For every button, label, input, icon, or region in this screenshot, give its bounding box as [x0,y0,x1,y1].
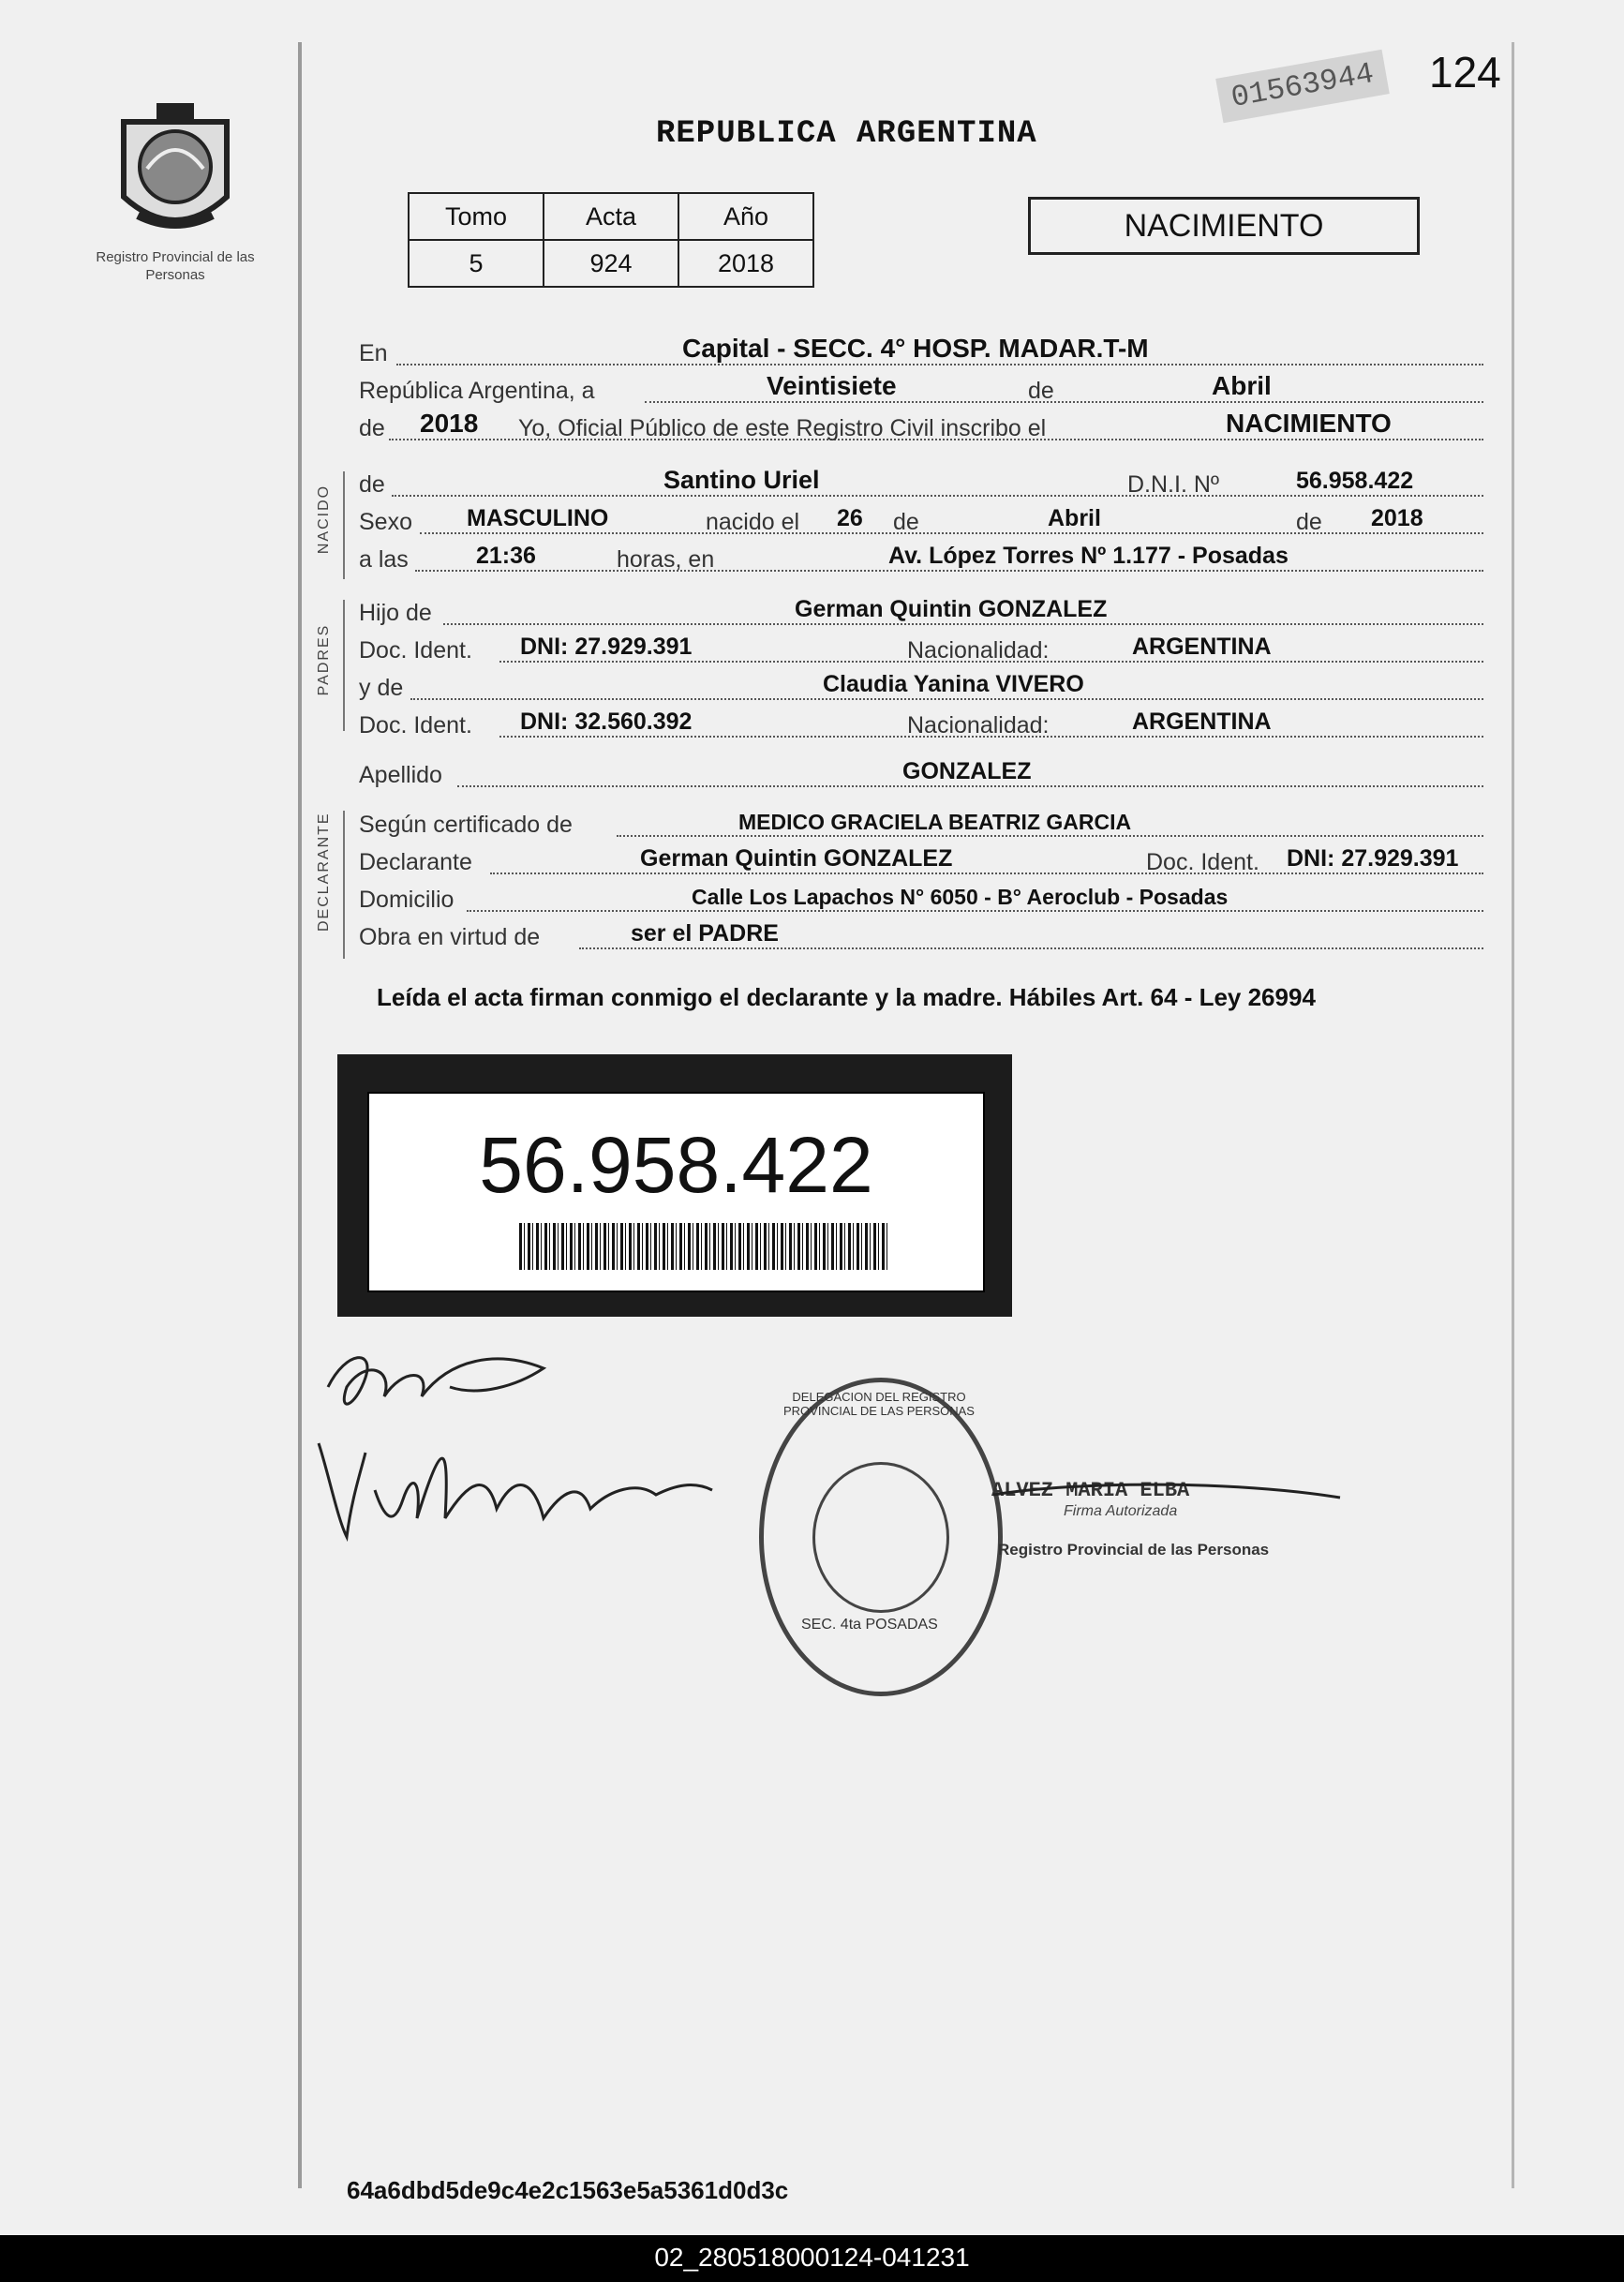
row-date [359,371,1483,407]
row-mother [359,672,1483,704]
country-title: REPUBLICA ARGENTINA [656,116,1037,152]
sexo-label: Sexo [359,509,412,535]
child-de-label: de [359,471,385,498]
birth-month: Abril [1048,505,1101,531]
row-birth-time-place [359,544,1483,575]
y-de-label: y de [359,675,404,701]
signature-graphic [309,1331,740,1574]
father-doc: DNI: 27.929.391 [520,634,693,660]
mother-doc: DNI: 32.560.392 [520,708,693,735]
en-label: En [359,340,388,366]
birth-year-de-label: de [1296,509,1322,535]
registration-month: Abril [1212,371,1272,400]
acta-value: 924 [544,240,678,287]
segun-label: Según certificado de [359,812,573,838]
mother-nationality-label: Nacionalidad: [907,712,1050,738]
declarante-name: German Quintin GONZALEZ [640,845,953,872]
a-las-label: a las [359,546,409,573]
official-stamp [759,1378,1003,1696]
birth-de-label: de [893,509,919,535]
reference-table [408,192,814,288]
declarante-label: Declarante [359,849,472,875]
row-domicilio [359,884,1483,916]
birth-time: 21:36 [476,543,536,569]
provincial-seal-icon [105,94,246,244]
hijo-de-label: Hijo de [359,600,432,626]
de-label: de [1028,378,1054,404]
padres-section-line [343,600,345,731]
row-apellido [359,759,1483,791]
horas-label: horas, en [617,546,715,573]
father-nationality: ARGENTINA [1132,634,1272,660]
registration-year: 2018 [420,409,479,438]
father-doc-label: Doc. Ident. [359,637,472,664]
nacido-section-line [343,471,345,579]
birth-year: 2018 [1371,505,1423,531]
child-dni-label: D.N.I. Nº [1127,471,1220,498]
registration-day: Veintisiete [767,371,897,400]
nacido-el-label: nacido el [706,509,800,535]
authority-registry: Registro Provincial de las Personas [998,1541,1270,1559]
right-margin-rule [1512,42,1514,2188]
barcode-icon [519,1223,889,1270]
reference-header-row [409,193,813,240]
row-father [359,597,1483,629]
legal-note: Leída el acta firman conmigo el declarante y la madre. Hábiles Art. 64 - Ley 26994 [377,983,1316,1011]
row-sex-birthdate [359,506,1483,538]
declarante-doc: DNI: 27.929.391 [1287,845,1459,872]
mother-nationality: ARGENTINA [1132,708,1272,735]
dni-label-number: 56.958.422 [479,1121,873,1209]
declarante-section-line [343,811,345,959]
father-name: German Quintin GONZALEZ [795,596,1108,622]
birth-place: Av. López Torres Nº 1.177 - Posadas [888,543,1289,569]
child-name: Santino Uriel [663,466,820,494]
row-place [359,334,1483,369]
left-margin-rule [298,42,302,2188]
dni-label-sticker [337,1054,1012,1317]
domicilio-value: Calle Los Lapachos N° 6050 - B° Aeroclub - Posadas [692,885,1229,909]
obra-label: Obra en virtud de [359,924,541,950]
declarante-doc-label: Doc. Ident. [1146,849,1259,875]
padres-section-label: PADRES [316,623,332,696]
mother-doc-label: Doc. Ident. [359,712,472,738]
registration-place: Capital - SECC. 4° HOSP. MADAR.T-M [682,334,1149,363]
republica-label: República Argentina, a [359,378,595,404]
registered-event: NACIMIENTO [1226,409,1392,438]
inscribo-text: Yo, Oficial Público de este Registro Civil inscribo el [518,415,1047,441]
tomo-header: Tomo [409,193,544,240]
nacido-section-label: NACIDO [316,484,332,555]
obra-value: ser el PADRE [631,920,779,947]
medical-certificate: MEDICO GRACIELA BEATRIZ GARCIA [738,810,1132,834]
apellido-label: Apellido [359,762,442,788]
anio-header: Año [678,193,813,240]
authorized-signer-role: Firma Autorizada [1064,1503,1178,1519]
year-de-label: de [359,415,385,441]
row-certificate [359,809,1483,841]
document-hash: 64a6dbd5de9c4e2c1563e5a5361d0d3c [347,2176,789,2204]
page-number: 124 [1429,48,1501,97]
authorized-signer-name: ALVEZ MARIA ELBA [991,1479,1190,1502]
stamp-ring-text: DELEGACION DEL REGISTRO PROVINCIAL DE LAS PERSONAS [783,1390,975,1418]
anio-value: 2018 [678,240,813,287]
domicilio-label: Domicilio [359,887,454,913]
father-nationality-label: Nacionalidad: [907,637,1050,664]
row-child-name [359,466,1483,500]
stamp-center-text: SEC. 4ta POSADAS [801,1617,938,1633]
footer-code: 02_280518000124-041231 [654,2243,970,2272]
row-mother-doc [359,709,1483,741]
row-father-doc [359,634,1483,666]
acta-header: Acta [544,193,678,240]
mother-name: Claudia Yanina VIVERO [823,671,1084,697]
birth-day: 26 [837,505,863,531]
registry-emblem [86,94,264,284]
child-sex: MASCULINO [467,505,609,531]
row-obra [359,921,1483,953]
emblem-caption: Registro Provincial de las Personas [96,249,255,283]
stamp-center [812,1462,949,1613]
reference-value-row [409,240,813,287]
dni-label-inner [367,1092,985,1292]
tomo-value: 5 [409,240,544,287]
child-dni: 56.958.422 [1296,468,1414,494]
declarante-section-label: DECLARANTE [316,812,332,932]
record-kind-box: NACIMIENTO [1028,197,1420,255]
apellido-value: GONZALEZ [902,758,1032,784]
serial-number-stamp: 01563944 [1215,50,1390,124]
row-inscribo [359,409,1483,444]
row-declarante [359,846,1483,878]
